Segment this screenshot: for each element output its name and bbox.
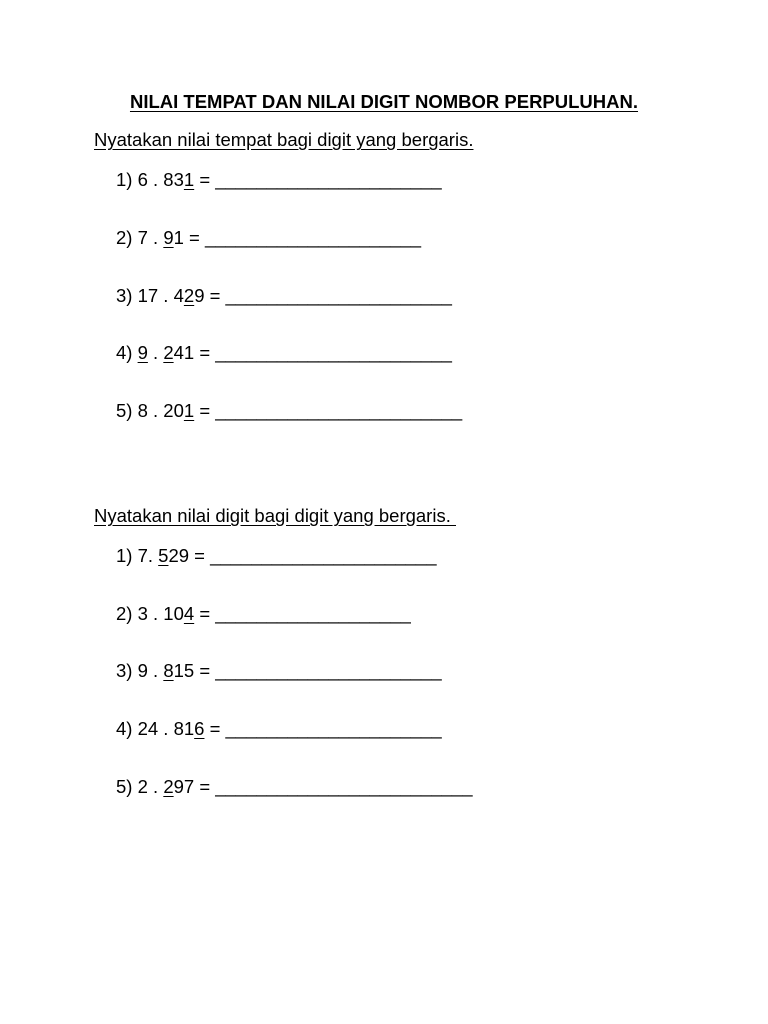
question-text: 2) 3 . 10 (116, 603, 184, 624)
answer-blank: = ________________________ (194, 400, 463, 421)
worksheet-title: NILAI TEMPAT DAN NILAI DIGIT NOMBOR PERPULUHAN. (129, 91, 639, 112)
answer-blank: 1 = _____________________ (173, 227, 422, 248)
section1-question-2 (116, 227, 421, 249)
underlined-digit: 1 (183, 400, 195, 421)
underlined-digit: 8 (163, 660, 174, 681)
underlined-digit: 2 (163, 776, 174, 797)
question-text: 4) (116, 342, 138, 363)
question-text: 3) 17 . 4 (116, 285, 184, 306)
answer-blank: 9 = ______________________ (194, 285, 452, 306)
section2-question-2 (116, 603, 411, 625)
answer-blank: 29 = ______________________ (168, 545, 437, 566)
section2-instruction: Nyatakan nilai digit bagi digit yang bergaris. (94, 505, 456, 526)
question-text: 3) 9 . (116, 660, 164, 681)
answer-blank: = ___________________ (194, 603, 411, 624)
section2-question-5 (116, 776, 473, 798)
section1-question-3 (116, 285, 452, 307)
section1-instruction: Nyatakan nilai tempat bagi digit yang bergaris. (94, 129, 474, 150)
question-text: 1) 7. (116, 545, 159, 566)
underlined-digit: 2 (183, 285, 195, 306)
answer-blank: 97 = _________________________ (173, 776, 473, 797)
section2-question-1 (116, 545, 436, 567)
section2-question-4 (116, 718, 442, 740)
question-text: 1) 6 . 83 (116, 169, 184, 190)
underlined-digit: 5 (158, 545, 169, 566)
answer-blank: 41 = _______________________ (173, 342, 452, 363)
underlined-digit: 2 (163, 342, 174, 363)
question-text: 5) 8 . 20 (116, 400, 184, 421)
answer-blank: 15 = ______________________ (173, 660, 442, 681)
section1-question-1 (116, 169, 442, 191)
question-text: . (147, 342, 164, 363)
underlined-digit: 9 (137, 342, 148, 363)
section1-question-5 (116, 400, 462, 422)
question-text: 2) 7 . (116, 227, 164, 248)
underlined-digit: 6 (194, 718, 205, 739)
question-text: 5) 2 . (116, 776, 164, 797)
underlined-digit: 1 (183, 169, 195, 190)
section1-question-4 (116, 342, 452, 364)
answer-blank: = _____________________ (204, 718, 442, 739)
underlined-digit: 9 (163, 227, 174, 248)
underlined-digit: 4 (183, 603, 195, 624)
answer-blank: = ______________________ (194, 169, 442, 190)
section2-question-3 (116, 660, 442, 682)
question-text: 4) 24 . 81 (116, 718, 195, 739)
